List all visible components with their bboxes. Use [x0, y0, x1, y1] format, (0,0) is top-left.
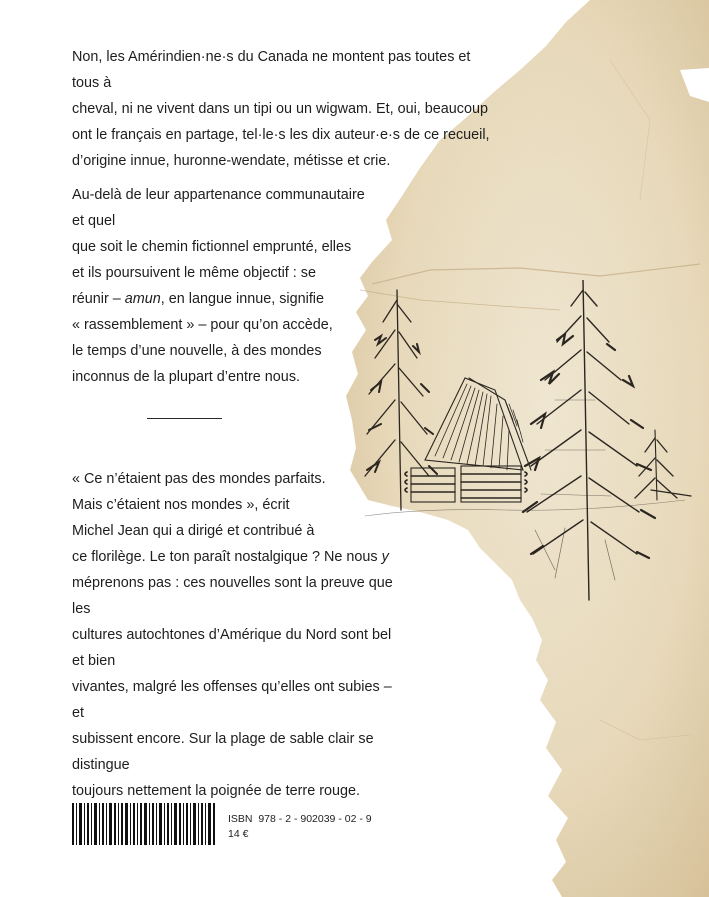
intro-paragraph-text: Non, les Amérindien·ne·s du Canada ne montent pas toutes et tous à cheval, ni ne vivent dans un tipi ou un wigwam. Et, oui, beaucoup ont le français en partage, tel·le·s les dix auteur·e·s de ce recueil, d’origine innue, huronne-wendate, métisse et crie.	[72, 49, 490, 169]
isbn-number: ISBN 978 - 2 - 902039 - 02 - 9	[228, 813, 372, 825]
y-word: y	[381, 549, 389, 565]
right-pine-tree	[523, 280, 655, 600]
far-pine-tree	[635, 430, 691, 500]
section-divider	[147, 418, 222, 419]
objective-text-part2: , en langue innue, signifie « rassemblement » – pour qu’on accède, le temps d’une nouvelle, à des mondes inconnus de la plupart d’entre nous.	[72, 291, 333, 385]
intro-paragraph	[72, 44, 492, 174]
objective-paragraph	[72, 182, 372, 390]
price: 14 €	[228, 828, 249, 840]
objective-text-part1: Au-delà de leur appartenance communautaire et quel que soit le chemin fictionnel emprunté, elles et ils poursuivent le même objectif : se réunir –	[72, 187, 365, 307]
isbn-block	[228, 812, 372, 842]
barcode	[72, 803, 215, 845]
cabin	[405, 378, 531, 502]
quote-text-part2: méprenons pas : ces nouvelles sont la preuve que les cultures autochtones d’Amérique du Nord sont bel et bien vivantes, malgré les offenses qu’elles ont subies – et subissent encore. Sur la plage de sable clair se distingue toujours nettement la poignée de terre rouge.	[72, 575, 393, 799]
quote-paragraph	[72, 466, 402, 804]
quote-text-part1: « Ce n’étaient pas des mondes parfaits. Mais c’étaient nos mondes », écrit Michel Jean qui a dirigé et contribué à ce florilège. Le ton paraît nostalgique ? Ne nous	[72, 471, 378, 565]
cabin-and-pines-sketch	[355, 280, 700, 610]
amun-word: amun	[124, 291, 161, 307]
